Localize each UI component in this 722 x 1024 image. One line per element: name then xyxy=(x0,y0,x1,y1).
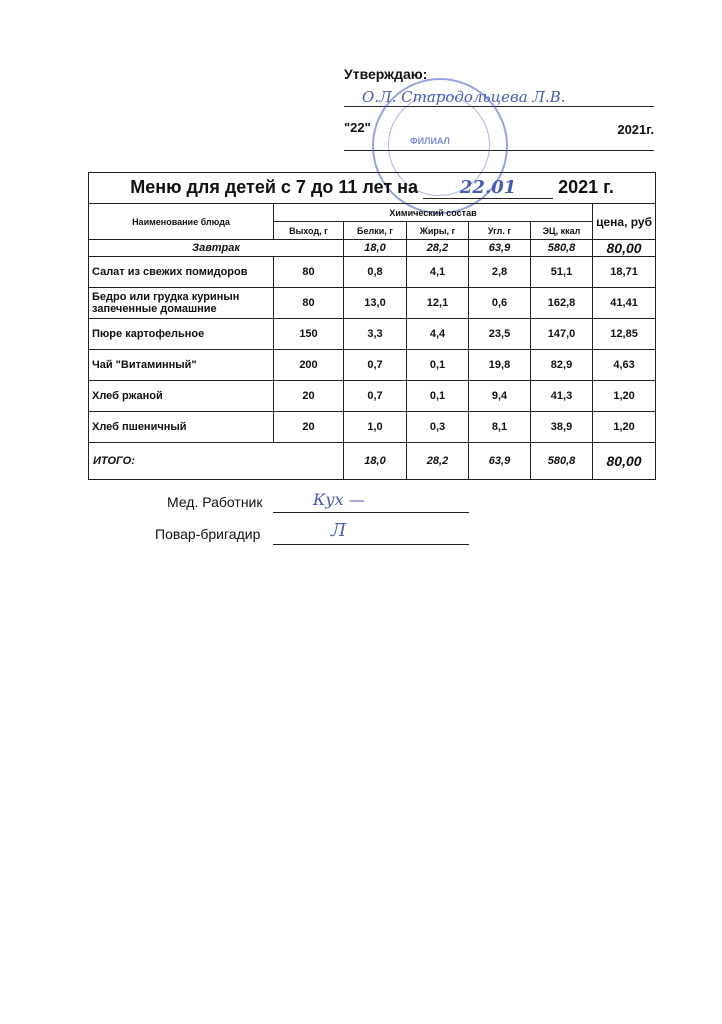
dish-carbs: 9,4 xyxy=(469,381,531,412)
dish-energy: 41,3 xyxy=(531,381,593,412)
header-fat: Жиры, г xyxy=(407,222,469,240)
dish-protein: 1,0 xyxy=(344,412,407,443)
dish-energy: 82,9 xyxy=(531,350,593,381)
section-name: Завтрак xyxy=(89,240,344,257)
dish-yield: 80 xyxy=(274,257,344,288)
dish-name: Пюре картофельное xyxy=(89,319,274,350)
table-row xyxy=(89,381,656,412)
header-price: цена, руб xyxy=(593,204,656,240)
dish-price: 12,85 xyxy=(593,319,656,350)
dish-fat: 0,1 xyxy=(407,350,469,381)
table-row xyxy=(89,319,656,350)
header-carbs: Угл. г xyxy=(469,222,531,240)
menu-table xyxy=(88,172,656,480)
section-fat: 28,2 xyxy=(407,240,469,257)
cook-label: Повар-бригадир xyxy=(155,526,261,542)
dish-price: 4,63 xyxy=(593,350,656,381)
dish-name: Салат из свежих помидоров xyxy=(89,257,274,288)
dish-fat: 0,3 xyxy=(407,412,469,443)
dish-carbs: 0,6 xyxy=(469,288,531,319)
dish-yield: 20 xyxy=(274,381,344,412)
dish-energy: 51,1 xyxy=(531,257,593,288)
approval-title: Утверждаю: xyxy=(344,66,428,82)
header-dish-name: Наименование блюда xyxy=(89,204,274,240)
section-price: 80,00 xyxy=(593,240,656,257)
dish-price: 18,71 xyxy=(593,257,656,288)
dish-fat: 0,1 xyxy=(407,381,469,412)
total-row xyxy=(89,443,656,480)
header-energy: ЭЦ, ккал xyxy=(531,222,593,240)
dish-energy: 38,9 xyxy=(531,412,593,443)
table-row xyxy=(89,350,656,381)
total-label: ИТОГО: xyxy=(89,443,344,480)
dish-price: 1,20 xyxy=(593,381,656,412)
title-row xyxy=(89,173,656,204)
dish-protein: 3,3 xyxy=(344,319,407,350)
dish-fat: 12,1 xyxy=(407,288,469,319)
section-carbs: 63,9 xyxy=(469,240,531,257)
dish-protein: 0,7 xyxy=(344,381,407,412)
menu-title-date: 22.01 xyxy=(423,177,553,199)
table-row xyxy=(89,412,656,443)
medic-signature: Кух — xyxy=(313,490,365,509)
section-energy: 580,8 xyxy=(531,240,593,257)
dish-yield: 80 xyxy=(274,288,344,319)
medic-signature-row xyxy=(167,490,365,510)
approval-signature: О.Л. Стародольцева Л.В. xyxy=(362,88,566,106)
menu-title xyxy=(89,173,656,204)
dish-carbs: 19,8 xyxy=(469,350,531,381)
total-fat: 28,2 xyxy=(407,443,469,480)
header-protein: Белки, г xyxy=(344,222,407,240)
table-row xyxy=(89,288,656,319)
total-carbs: 63,9 xyxy=(469,443,531,480)
dish-yield: 200 xyxy=(274,350,344,381)
dish-energy: 162,8 xyxy=(531,288,593,319)
cook-signature-line xyxy=(273,544,469,545)
dish-carbs: 2,8 xyxy=(469,257,531,288)
dish-price: 41,41 xyxy=(593,288,656,319)
dish-yield: 20 xyxy=(274,412,344,443)
cook-signature: Л xyxy=(331,520,347,541)
table-row xyxy=(89,257,656,288)
total-price: 80,00 xyxy=(593,443,656,480)
dish-name: Чай "Витаминный" xyxy=(89,350,274,381)
stamp-text: ФИЛИАЛ xyxy=(410,136,450,146)
header-row-1 xyxy=(89,204,656,222)
cook-signature-row xyxy=(155,520,347,542)
menu-title-suffix: 2021 г. xyxy=(558,177,614,197)
dish-name: Хлеб пшеничный xyxy=(89,412,274,443)
dish-carbs: 23,5 xyxy=(469,319,531,350)
dish-protein: 13,0 xyxy=(344,288,407,319)
approval-date-day: "22" xyxy=(344,120,371,135)
dish-price: 1,20 xyxy=(593,412,656,443)
total-protein: 18,0 xyxy=(344,443,407,480)
dish-name: Хлеб ржаной xyxy=(89,381,274,412)
dish-protein: 0,7 xyxy=(344,350,407,381)
dish-fat: 4,1 xyxy=(407,257,469,288)
total-energy: 580,8 xyxy=(531,443,593,480)
dish-carbs: 8,1 xyxy=(469,412,531,443)
section-row-breakfast xyxy=(89,240,656,257)
dish-name: Бедро или грудка куринын запеченные домашние xyxy=(89,288,274,319)
dish-protein: 0,8 xyxy=(344,257,407,288)
menu-title-prefix: Меню для детей с 7 до 11 лет на xyxy=(130,177,419,197)
section-protein: 18,0 xyxy=(344,240,407,257)
approval-date-year: 2021г. xyxy=(617,122,654,137)
dish-energy: 147,0 xyxy=(531,319,593,350)
dish-yield: 150 xyxy=(274,319,344,350)
dish-fat: 4,4 xyxy=(407,319,469,350)
header-yield: Выход, г xyxy=(274,222,344,240)
medic-signature-line xyxy=(273,512,469,513)
header-chem: Химический состав xyxy=(274,204,593,222)
medic-label: Мед. Работник xyxy=(167,494,263,510)
